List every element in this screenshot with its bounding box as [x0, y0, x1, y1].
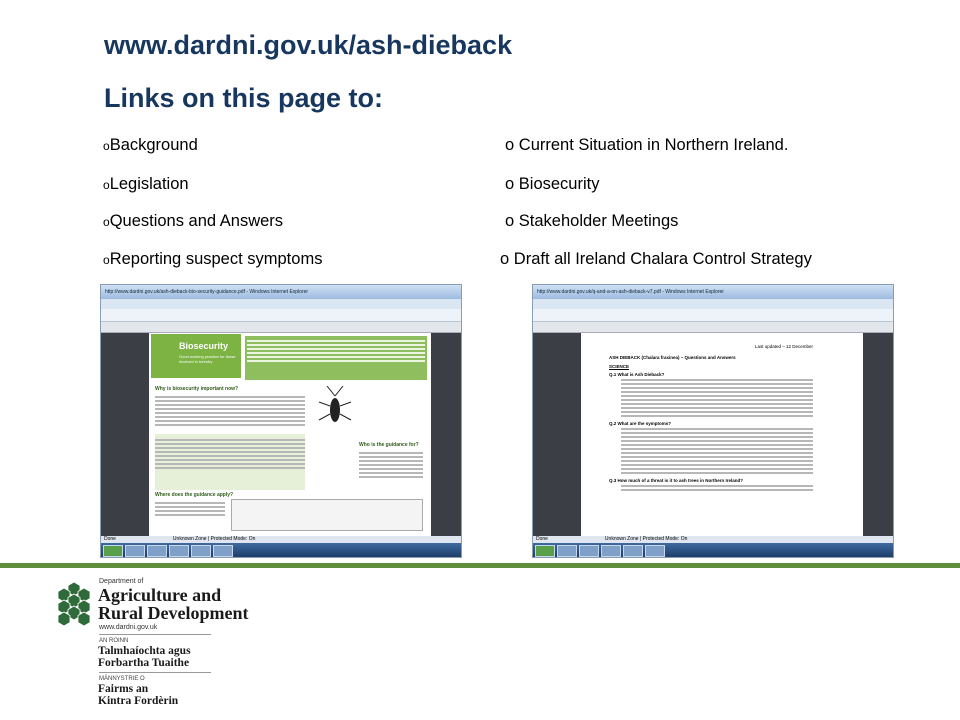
divider: [99, 634, 211, 635]
dept-label: Department of: [99, 578, 144, 585]
zone-text: Unknown Zone | Protected Mode: On: [172, 536, 256, 542]
link-current-situation[interactable]: [505, 136, 788, 155]
question-1: Q.1 What is Ash Dieback?: [609, 372, 665, 377]
doc-title: ASH DIEBACK (Chalara fraxinea) – Questions and Answers: [609, 355, 736, 360]
screenshot-qa-pdf: [532, 284, 894, 558]
link-legislation[interactable]: [103, 175, 189, 194]
browser-title-bar: http://www.dardni.gov.uk/ash-dieback-bio-security-guidance.pdf - Windows Internet Explorer: [101, 285, 461, 299]
taskbar-item: [623, 545, 643, 557]
bullet: o: [505, 212, 515, 230]
browser-status-bar: [101, 536, 461, 543]
windows-taskbar: [533, 543, 893, 557]
taskbar-item: [147, 545, 167, 557]
dept-name: [98, 586, 248, 622]
pdf-scroll-panel: [863, 333, 893, 537]
start-button: [103, 545, 123, 557]
pdf-toolbar: [101, 322, 461, 333]
link-draft-strategy[interactable]: [500, 250, 812, 269]
pdf-subheading: Good working practice for those involved in forestry: [179, 354, 236, 364]
bullet: o: [505, 136, 515, 154]
taskbar-item: [557, 545, 577, 557]
dept-name-line1: Agriculture and: [98, 585, 222, 605]
link-label: Questions and Answers: [109, 212, 284, 230]
taskbar-item: [125, 545, 145, 557]
taskbar-item: [579, 545, 599, 557]
section-who: Who is the guidance for?: [359, 442, 419, 448]
link-biosecurity[interactable]: [505, 175, 599, 194]
pdf-side-panel: [533, 333, 581, 537]
answer-3: [621, 485, 813, 491]
bullet: o: [103, 178, 110, 192]
pdf-side-panel: [101, 333, 149, 537]
bullet: o: [103, 253, 110, 267]
text-block-bottom: [155, 500, 225, 518]
link-reporting-symptoms[interactable]: [103, 250, 322, 269]
link-stakeholder-meetings[interactable]: [505, 212, 678, 231]
status-text: Done: [536, 536, 548, 542]
status-text: Done: [104, 536, 116, 542]
bullet: o: [505, 175, 515, 193]
science-heading: SCIENCE: [609, 364, 630, 369]
browser-favorites-bar: [533, 309, 893, 322]
taskbar-item: [191, 545, 211, 557]
link-label: Current Situation in Northern Ireland.: [518, 136, 789, 154]
pdf-toolbar: [533, 322, 893, 333]
biosecurity-banner: [151, 334, 241, 378]
irish-dept-name: [98, 645, 191, 669]
link-background[interactable]: [103, 136, 198, 155]
answer-2: [621, 428, 813, 474]
footer-divider: [0, 563, 960, 568]
taskbar-item: [213, 545, 233, 557]
bullet: o: [500, 250, 510, 268]
last-updated: Last updated – 12 December: [754, 344, 813, 349]
taskbar-item: [601, 545, 621, 557]
ulster-line2: Kintra Fordèrin: [98, 695, 179, 707]
browser-address-bar: [533, 299, 893, 309]
dept-name-line2: Rural Development: [98, 603, 249, 623]
section-where: Where does the guidance apply?: [155, 492, 234, 498]
text-block: [155, 394, 305, 428]
pdf-page: [151, 334, 427, 534]
browser-address-bar: [101, 299, 461, 309]
taskbar-item: [645, 545, 665, 557]
link-label: Reporting suspect symptoms: [109, 250, 323, 268]
link-label: Biosecurity: [518, 175, 600, 193]
taskbar-item: [169, 545, 189, 557]
flowchart: [231, 499, 423, 531]
pdf-heading: Biosecurity: [179, 341, 229, 351]
pdf-page: [601, 334, 821, 534]
page-url-title[interactable]: www.dardni.gov.uk/ash-dieback: [104, 30, 513, 60]
link-label: Legislation: [109, 175, 189, 193]
section-why: Why is biosecurity important now?: [155, 386, 239, 392]
intro-box: [245, 336, 427, 380]
question-3: Q.3 How much of a threat is it to ash trees in Northern Ireland?: [609, 478, 744, 483]
link-label: Draft all Ireland Chalara Control Strategy: [513, 250, 812, 268]
text-block-shaded: [155, 434, 305, 490]
bullet: o: [103, 215, 110, 229]
link-label: Stakeholder Meetings: [518, 212, 679, 230]
windows-taskbar: [101, 543, 461, 557]
link-label: Background: [109, 136, 198, 154]
ulster-scots-label: MÄNNYSTRIE O: [99, 676, 145, 682]
dept-url[interactable]: www.dardni.gov.uk: [99, 624, 158, 631]
start-button: [535, 545, 555, 557]
zone-text: Unknown Zone | Protected Mode: On: [604, 536, 688, 542]
bullet: o: [103, 139, 110, 153]
screenshot-biosecurity-pdf: [100, 284, 462, 558]
irish-line2: Forbartha Tuaithe: [98, 657, 190, 669]
answer-1: [621, 379, 813, 417]
irish-line1: Talmhaíochta agus: [98, 645, 191, 657]
browser-status-bar: [533, 536, 893, 543]
pdf-scroll-panel: [431, 333, 461, 537]
irish-label: AN ROINN: [99, 638, 129, 644]
ulster-scots-dept-name: [98, 683, 178, 707]
links-heading: Links on this page to:: [104, 83, 384, 113]
divider: [99, 672, 211, 673]
browser-favorites-bar: [101, 309, 461, 322]
question-2: Q.2 What are the symptoms?: [609, 421, 672, 426]
link-questions-answers[interactable]: [103, 212, 283, 231]
dard-hexagon-logo-icon: [52, 580, 96, 630]
text-block-right: [359, 450, 423, 480]
beetle-illustration: [317, 386, 353, 432]
ulster-line1: Fairms an: [98, 683, 149, 695]
browser-title-bar: http://www.dardni.gov.uk/q-and-a-on-ash-dieback-v7.pdf - Windows Internet Explorer: [533, 285, 893, 299]
